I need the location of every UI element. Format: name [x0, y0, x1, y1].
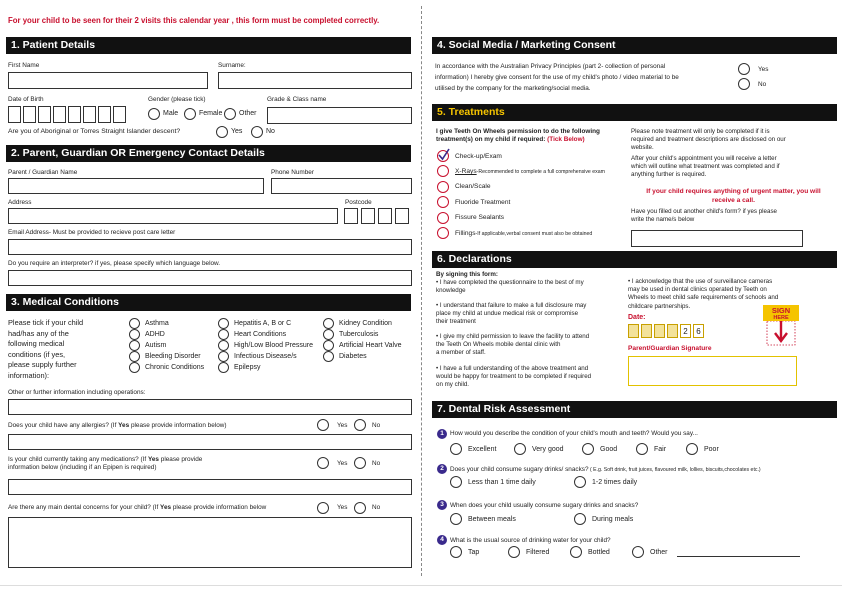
male-label: Male	[163, 110, 179, 117]
risk-option-label: Between meals	[468, 516, 516, 523]
social-yes-label: Yes	[758, 66, 769, 73]
allergies-input[interactable]	[8, 434, 412, 450]
medical-condition-checkbox[interactable]	[218, 340, 229, 351]
concerns-yes-label: Yes	[337, 504, 348, 511]
notice: For your child to be seen for their 2 visits this calendar year , this form must be completed correctly.	[8, 16, 380, 25]
treatment-label: Fluoride Treatment	[455, 198, 511, 206]
date-digit-box[interactable]: 6	[693, 324, 704, 338]
medications-no-radio[interactable]	[354, 457, 366, 469]
date-digit-box[interactable]	[667, 324, 678, 338]
allergies-no-label: No	[372, 422, 381, 429]
concerns-no-label: No	[372, 504, 381, 511]
postcode-digit-box[interactable]	[344, 208, 358, 224]
risk-option-radio[interactable]	[574, 513, 586, 525]
social-consent-text: In accordance with the Australian Privacy Principles (part 2- collection of personal information) I hereby give consent for the use of my child's photo / video material to be utilised by the company for the marketing/social media.	[435, 63, 679, 92]
medical-condition-label: Bleeding Disorder	[145, 353, 201, 360]
risk-option-radio[interactable]	[570, 546, 582, 558]
medical-condition-checkbox[interactable]	[129, 329, 140, 340]
risk-option-radio[interactable]	[632, 546, 644, 558]
other-child-names-input[interactable]	[631, 230, 803, 247]
postcode-digit-box[interactable]	[378, 208, 392, 224]
allergies-no-radio[interactable]	[354, 419, 366, 431]
treatment-note-3: Have you filled out another child's form? if yes please write the name/s below	[631, 208, 777, 224]
treatment-checkbox[interactable]	[437, 150, 449, 162]
dob-digit-box[interactable]	[68, 106, 81, 123]
grade-input[interactable]	[267, 107, 412, 124]
risk-option-radio[interactable]	[450, 443, 462, 455]
question-number-3: 3	[437, 500, 447, 510]
medical-condition-checkbox[interactable]	[129, 340, 140, 351]
postcode-digit-box[interactable]	[361, 208, 375, 224]
risk-option-radio[interactable]	[582, 443, 594, 455]
postcode-label: Postcode	[345, 199, 372, 206]
phone-label: Phone Number	[271, 169, 314, 176]
email-input[interactable]	[8, 239, 412, 255]
risk-option-radio[interactable]	[450, 476, 462, 488]
dob-digit-box[interactable]	[98, 106, 111, 123]
risk-q3: When does your child usually consume sugary drinks and snacks?	[450, 502, 639, 509]
risk-option-radio[interactable]	[450, 546, 462, 558]
medications-no-label: No	[372, 460, 381, 467]
treatment-checkbox[interactable]	[437, 196, 449, 208]
risk-q1: How would you describe the condition of your child's mouth and teeth? Would you say...	[450, 430, 698, 437]
treatment-checkbox[interactable]	[437, 165, 449, 177]
section-medical-conditions: 3. Medical Conditions	[6, 294, 411, 311]
risk-option-radio[interactable]	[574, 476, 586, 488]
medical-condition-checkbox[interactable]	[323, 351, 334, 362]
medical-condition-label: Kidney Condition	[339, 320, 392, 327]
section-declarations: 6. Declarations	[432, 251, 837, 268]
dob-digit-box[interactable]	[8, 106, 21, 123]
medical-intro: Please tick if your child had/has any of the following medical conditions (if yes, please supply further information):	[8, 318, 84, 380]
treatment-label: Fissure Sealants	[455, 214, 505, 222]
medical-condition-label: ADHD	[145, 331, 165, 338]
declaration-4: • I have a full understanding of the above treatment and would be happy for treatment to be completed if required on my child.	[436, 365, 592, 389]
medical-condition-label: Artificial Heart Valve	[339, 342, 402, 349]
signature-input[interactable]	[628, 356, 797, 386]
interpreter-label: Do you require an interpreter? if yes, please specify which language below.	[8, 260, 221, 267]
dob-digit-box[interactable]	[53, 106, 66, 123]
dob-label: Date of Birth	[8, 96, 44, 103]
treatments-intro: I give Teeth On Wheels permission to do the following treatment(s) on my child if required: (Tick Below)	[436, 128, 600, 144]
medical-condition-label: Infectious Disease/s	[234, 353, 297, 360]
surname-label: Surname:	[218, 62, 246, 69]
postcode-digit-box[interactable]	[395, 208, 409, 224]
risk-option-label: Other	[650, 549, 668, 556]
dob-digit-box[interactable]	[83, 106, 96, 123]
page-footer-line	[0, 585, 842, 586]
risk-option-label: Bottled	[588, 549, 610, 556]
medications-input[interactable]	[8, 479, 412, 495]
medications-question-2: information below (including if an Epipen is required)	[8, 464, 157, 471]
treatment-note-2: After your child's appointment you will receive a letter which will outline what treatment was completed and if anything further is required.	[631, 155, 780, 179]
female-radio[interactable]	[184, 108, 196, 120]
risk-option-label: 1-2 times daily	[592, 479, 638, 486]
by-signing-label: By signing this form:	[436, 271, 498, 278]
medical-condition-checkbox[interactable]	[129, 351, 140, 362]
medications-yes-label: Yes	[337, 460, 348, 467]
risk-option-label: Very good	[532, 446, 564, 453]
medical-condition-checkbox[interactable]	[129, 362, 140, 373]
medical-condition-checkbox[interactable]	[323, 318, 334, 329]
declaration-2: • I understand that failure to make a full disclosure may place my child at undue medical risk or compromise their treatment	[436, 302, 587, 326]
question-number-4: 4	[437, 535, 447, 545]
first-name-input[interactable]	[8, 72, 208, 89]
medical-condition-label: Hepatitis A, B or C	[234, 320, 292, 327]
treatment-checkbox[interactable]	[437, 212, 449, 224]
medical-condition-checkbox[interactable]	[323, 340, 334, 351]
female-label: Female	[199, 110, 223, 117]
social-yes-radio[interactable]	[738, 63, 750, 75]
medical-condition-label: Tuberculosis	[339, 331, 379, 338]
male-radio[interactable]	[148, 108, 160, 120]
social-no-label: No	[758, 81, 767, 88]
concerns-yes-radio[interactable]	[317, 502, 329, 514]
section-patient-details: 1. Patient Details	[6, 37, 411, 54]
sign-here-badge: SIGN HERE	[763, 305, 799, 349]
dob-digit-box[interactable]	[113, 106, 126, 123]
medical-condition-checkbox[interactable]	[218, 351, 229, 362]
question-number-1: 1	[437, 429, 447, 439]
section-parent-details: 2. Parent, Guardian OR Emergency Contact Details	[6, 145, 411, 162]
dental-concerns-input[interactable]	[8, 517, 412, 568]
risk-option-label: During meals	[592, 516, 634, 523]
medications-question: Is your child currently taking any medications? (If Yes please provide	[8, 456, 203, 463]
risk-option-radio[interactable]	[686, 443, 698, 455]
treatment-label: Check-up/Exam	[455, 152, 502, 160]
medical-condition-checkbox[interactable]	[218, 329, 229, 340]
dob-digit-box[interactable]	[38, 106, 51, 123]
risk-option-radio[interactable]	[508, 546, 520, 558]
risk-q4: What is the usual source of drinking water for your child?	[450, 537, 611, 544]
treatment-label: Clean/Scale	[455, 183, 491, 191]
gender-label: Gender (please tick)	[148, 96, 206, 103]
aboriginal-no-radio[interactable]	[251, 126, 263, 138]
date-digit-box[interactable]	[654, 324, 665, 338]
medical-condition-label: Autism	[145, 342, 167, 349]
aboriginal-yes-radio[interactable]	[216, 126, 228, 138]
risk-option-label: Filtered	[526, 549, 550, 556]
risk-option-radio[interactable]	[514, 443, 526, 455]
treatment-label: X-Rays-Recommended to complete a full comprehensive exam	[455, 167, 605, 175]
declaration-3: • I give my child permission to leave the facility to attend the Teeth On Wheels mobile dental clinic with a member of staff.	[436, 333, 590, 357]
other-water-source-line[interactable]	[677, 556, 800, 557]
risk-option-radio[interactable]	[450, 513, 462, 525]
medical-condition-checkbox[interactable]	[218, 318, 229, 329]
medications-yes-radio[interactable]	[317, 457, 329, 469]
date-digit-box[interactable]	[641, 324, 652, 338]
grade-label: Grade & Class name	[267, 96, 327, 103]
allergies-question: Does your child have any allergies? (If Yes please provide information below)	[8, 422, 227, 429]
medical-condition-checkbox[interactable]	[218, 362, 229, 373]
check-icon	[437, 148, 451, 162]
surname-input[interactable]	[218, 72, 412, 89]
allergies-yes-radio[interactable]	[317, 419, 329, 431]
date-digit-box[interactable]	[628, 324, 639, 338]
section-treatments: 5. Treatments	[432, 104, 837, 121]
parent-name-label: Parent / Guardian Name	[8, 169, 78, 176]
risk-option-label: Fair	[654, 446, 667, 453]
other-gender-label: Other	[239, 110, 257, 117]
phone-input[interactable]	[271, 178, 412, 194]
other-info-input[interactable]	[8, 399, 412, 415]
risk-option-label: Good	[600, 446, 618, 453]
declaration-1: • I have completed the questionnaire to the best of my knowledge	[436, 279, 584, 295]
risk-q2: Does your child consume sugary drinks/ snacks? ( E.g. Soft drink, fruit juices, flavoured milk, lollies, biscuits,chocolates etc.)	[450, 466, 761, 473]
risk-option-label: Poor	[704, 446, 719, 453]
email-label: Email Address- Must be provided to recieve post care letter	[8, 229, 176, 236]
medical-condition-label: Asthma	[145, 320, 169, 327]
question-number-2: 2	[437, 464, 447, 474]
other-gender-radio[interactable]	[224, 108, 236, 120]
interpreter-input[interactable]	[8, 270, 412, 286]
address-input[interactable]	[8, 208, 338, 224]
declaration-cameras: • I acknowledge that the use of surveillance cameras may be used in dental clinics operated by Teeth on Wheels to meet child safe requirements of schools and childcare partnerships.	[628, 278, 779, 310]
medical-condition-label: Epilepsy	[234, 364, 261, 371]
treatment-checkbox[interactable]	[437, 181, 449, 193]
page-divider	[421, 6, 422, 576]
treatment-note-1: Please note treatment will only be completed if it is required and treatment descriptions are disclosed on our website.	[631, 128, 786, 152]
risk-option-label: Less than 1 time daily	[468, 479, 536, 486]
concerns-no-radio[interactable]	[354, 502, 366, 514]
allergies-yes-label: Yes	[337, 422, 348, 429]
dental-concerns-question: Are there any main dental concerns for your child? (If Yes please provide information below	[8, 504, 267, 511]
aboriginal-yes-label: Yes	[231, 128, 243, 135]
social-no-radio[interactable]	[738, 78, 750, 90]
address-label: Address	[8, 199, 32, 206]
medical-condition-checkbox[interactable]	[323, 329, 334, 340]
risk-option-label: Excellent	[468, 446, 497, 453]
risk-option-radio[interactable]	[636, 443, 648, 455]
arrow-down-icon	[763, 321, 799, 349]
aboriginal-no-label: No	[266, 128, 275, 135]
medical-condition-label: Heart Conditions	[234, 331, 287, 338]
aboriginal-question: Are you of Aboriginal or Torres Straight Islander descent?	[8, 128, 181, 135]
treatment-checkbox[interactable]	[437, 227, 449, 239]
medical-condition-label: Diabetes	[339, 353, 367, 360]
first-name-label: First Name	[8, 62, 40, 69]
section-social-consent: 4. Social Media / Marketing Consent	[432, 37, 837, 54]
date-label: Date:	[628, 314, 646, 321]
urgent-note: If your child requires anything of urgent matter, you will receive a call.	[646, 188, 821, 205]
date-digit-box[interactable]: 2	[680, 324, 691, 338]
treatment-label: Fillings-If applicable,verbal consent must also be obtained	[455, 229, 593, 237]
signature-label: Parent/Guardian Signature	[628, 345, 712, 352]
other-info-label: Other or further information including operations:	[8, 389, 146, 396]
medical-condition-checkbox[interactable]	[129, 318, 140, 329]
section-dental-risk: 7. Dental Risk Assessment	[432, 401, 837, 418]
medical-condition-label: High/Low Blood Pressure	[234, 342, 313, 349]
medical-condition-label: Chronic Conditions	[145, 364, 205, 371]
parent-name-input[interactable]	[8, 178, 264, 194]
dob-digit-box[interactable]	[23, 106, 36, 123]
risk-option-label: Tap	[468, 549, 480, 556]
